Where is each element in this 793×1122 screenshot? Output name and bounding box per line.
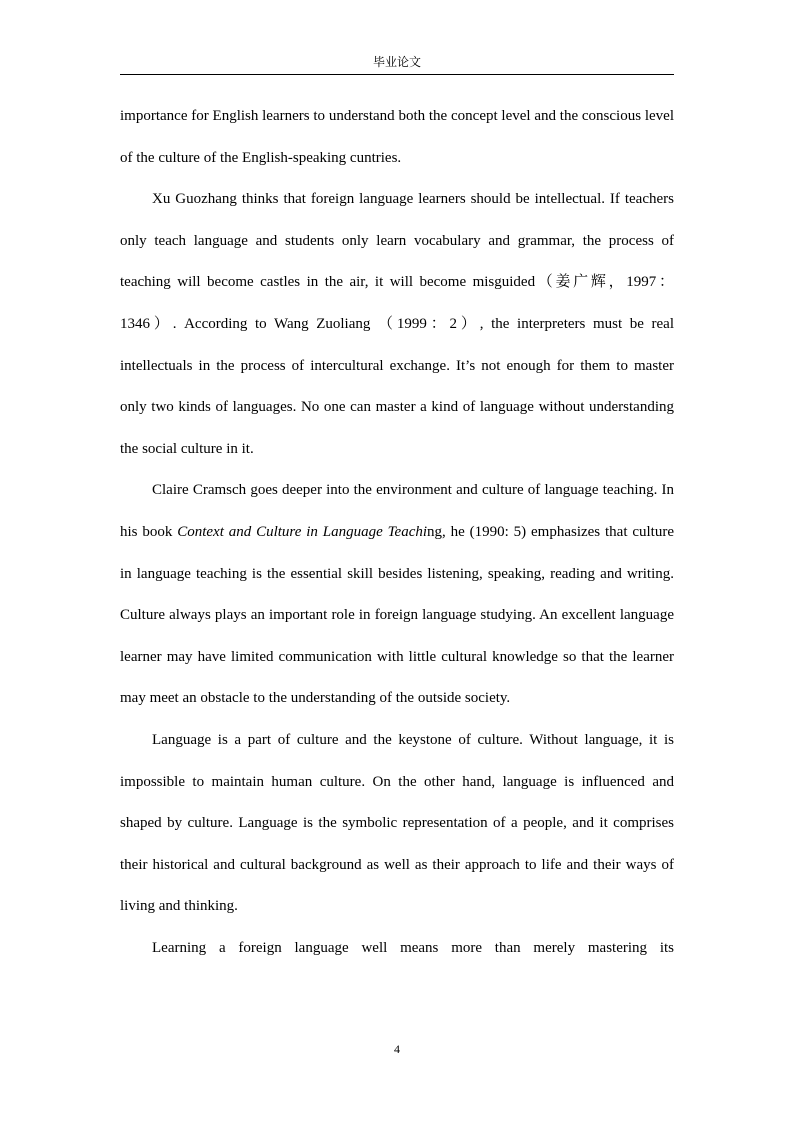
header-divider: [120, 74, 674, 75]
paragraph-3: [120, 470, 674, 720]
page-header-title: 毕业论文: [372, 55, 421, 69]
document-body: [120, 96, 674, 969]
paragraph-1: importance for English learners to understand both the concept level and the conscious level of the culture of the English-speaking cuntries.: [120, 108, 674, 166]
paragraph-4: Language is a part of culture and the keystone of culture. Without language, it is impossible to maintain human culture. On the other hand, language is influenced and shaped by culture. Language is the symbolic representation of a people, and it comprises their historical and cultural background as well as their approach to life and their ways of living and thinking.: [120, 731, 674, 915]
book-title: Context and Culture in Language Teachi: [177, 523, 428, 540]
page-number: 4: [394, 1042, 400, 1056]
paragraph-3-text-end: ng, he (1990: 5) emphasizes that culture in language teaching is the essential skill besides listening, speaking, reading and writing. Culture always plays an important role in foreign language studying. An excellent language learner may have limited communication with little cultural knowledge so that the learner may meet an obstacle to the understanding of the outside society.: [120, 523, 674, 707]
paragraph-5: Learning a foreign language well means more than merely mastering its: [152, 939, 674, 956]
paragraph-2: Xu Guozhang thinks that foreign language learners should be intellectual. If teachers only teach language and students only learn vocabulary and grammar, the process of teaching will become castles in the air, it will become misguided（姜广辉，1997：1346）. According to Wang Zuoliang （1999：2）, the interpreters must be real intellectuals in the process of intercultural exchange. It’s not enough for them to master only two kinds of languages. No one can master a kind of language without understanding the social culture in it.: [120, 191, 674, 457]
paragraph-3-text-start: Claire Cramsch goes deeper into the environment and culture of language teaching. In his book: [120, 482, 674, 540]
